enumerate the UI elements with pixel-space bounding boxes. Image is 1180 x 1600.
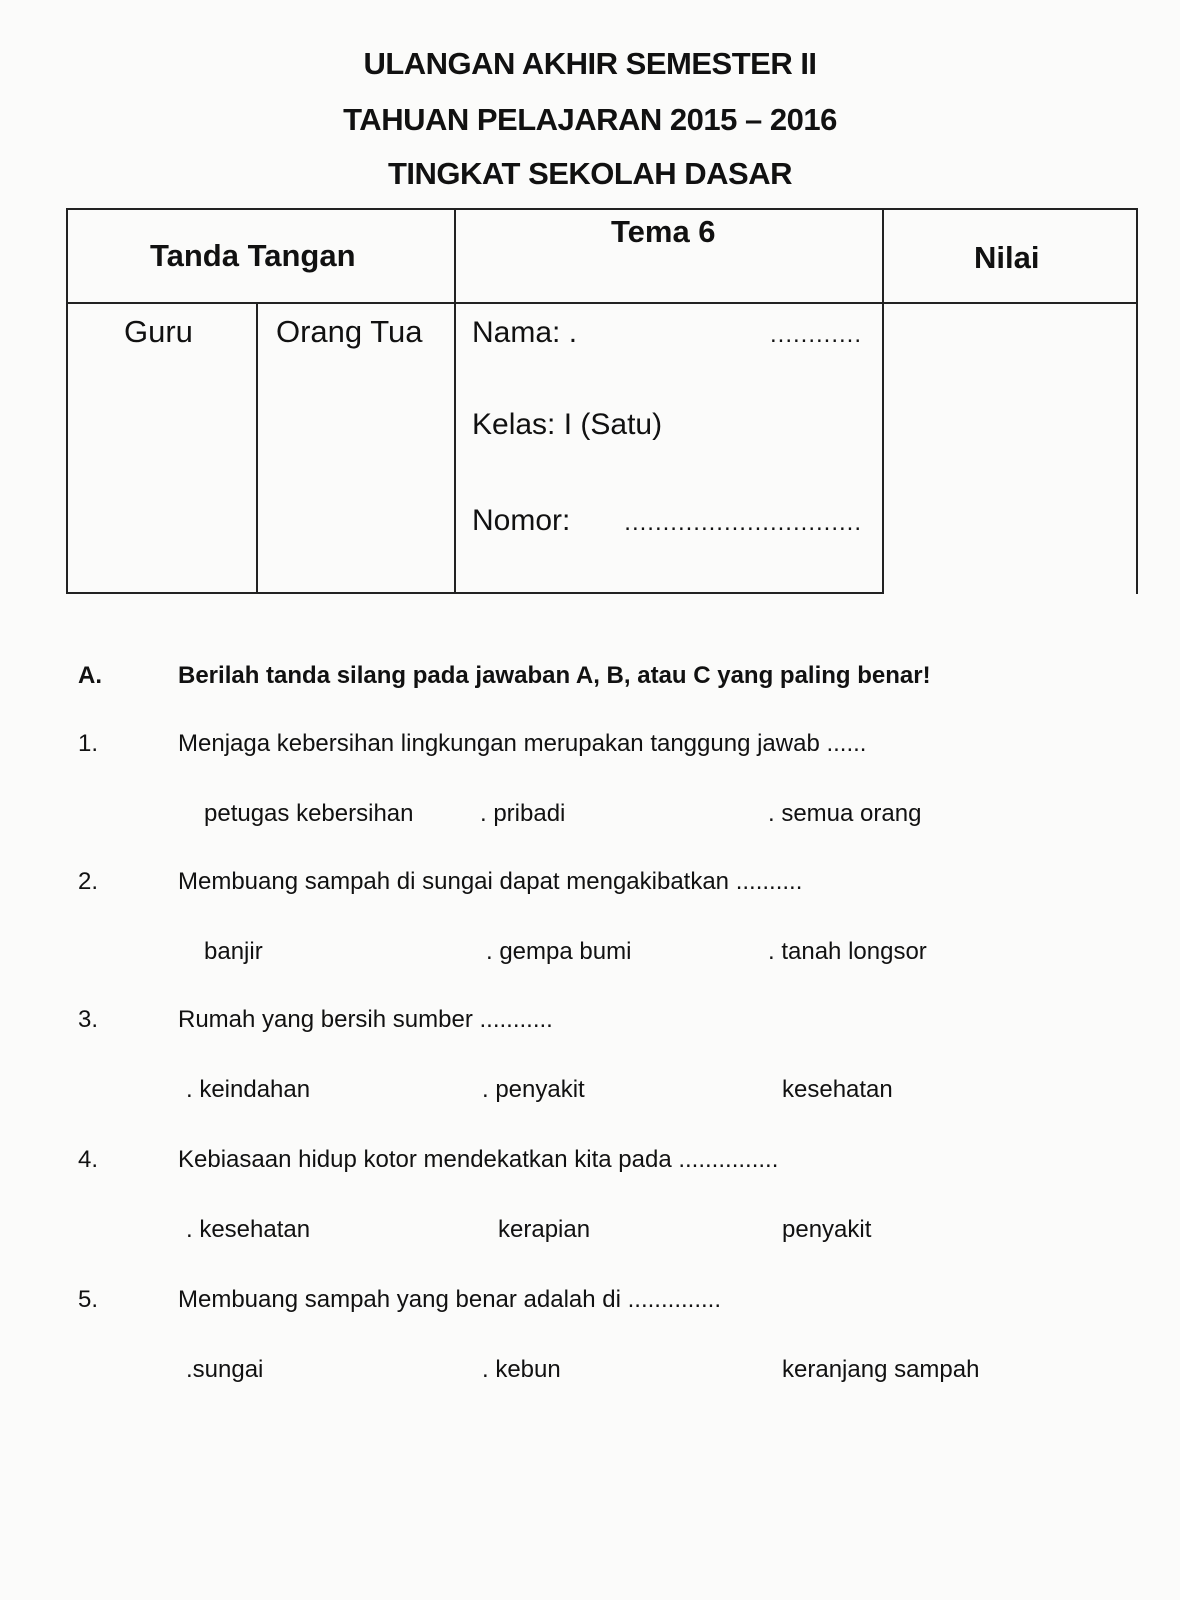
answer-options — [78, 938, 1138, 972]
theme-header: Tema 6 — [611, 214, 716, 249]
parent-label: Orang Tua — [276, 314, 423, 349]
option-b[interactable]: . gempa bumi — [486, 938, 632, 965]
answer-options — [78, 800, 1138, 834]
instruction-text: Berilah tanda silang pada jawaban A, B, atau C yang paling benar! — [178, 662, 931, 689]
question-number: 5. — [78, 1286, 99, 1313]
option-b[interactable]: . kebun — [482, 1356, 561, 1383]
question-text: Kebiasaan hidup kotor mendekatkan kita pada ............... — [178, 1146, 779, 1173]
theme-header-cell — [454, 208, 884, 304]
number-label: Nomor: — [472, 504, 571, 537]
parent-signature-cell[interactable] — [256, 302, 456, 594]
option-b[interactable]: . penyakit — [482, 1076, 585, 1103]
option-a[interactable]: banjir — [204, 938, 263, 965]
question-3 — [78, 1006, 1138, 1126]
student-details-cell — [454, 302, 884, 594]
question-text: Membuang sampah yang benar adalah di .............. — [178, 1286, 721, 1313]
option-b[interactable]: . pribadi — [480, 800, 566, 827]
academic-year: TAHUAN PELAJARAN 2015 – 2016 — [343, 102, 837, 137]
teacher-signature-cell[interactable] — [66, 302, 258, 594]
class-label: Kelas: I (Satu) — [472, 408, 663, 441]
question-2 — [78, 868, 1138, 988]
question-number: 4. — [78, 1146, 99, 1173]
number-blank[interactable]: ............................... — [624, 509, 862, 536]
question-text: Rumah yang bersih sumber ........... — [178, 1006, 553, 1033]
name-label: Nama: . — [472, 316, 578, 349]
question-number: 3. — [78, 1006, 99, 1033]
option-b[interactable]: kerapian — [498, 1216, 591, 1243]
name-blank[interactable]: ............ — [769, 321, 862, 348]
score-header: Nilai — [974, 240, 1040, 275]
option-c[interactable]: penyakit — [782, 1216, 872, 1243]
teacher-label: Guru — [124, 314, 193, 349]
exam-title: ULANGAN AKHIR SEMESTER II — [363, 46, 817, 81]
section-label: A. — [78, 662, 102, 689]
question-number: 1. — [78, 730, 99, 757]
question-text: Menjaga kebersihan lingkungan merupakan tanggung jawab ...... — [178, 730, 867, 757]
score-header-cell — [882, 208, 1138, 304]
question-4 — [78, 1146, 1138, 1266]
number-field[interactable] — [472, 504, 862, 538]
signature-header: Tanda Tangan — [150, 238, 356, 273]
class-field — [472, 408, 862, 442]
option-c[interactable]: . semua orang — [768, 800, 922, 827]
option-a[interactable]: .sungai — [186, 1356, 264, 1383]
question-1 — [78, 730, 1138, 850]
question-text: Membuang sampah di sungai dapat mengakibatkan .......... — [178, 868, 803, 895]
student-info-table — [66, 208, 1138, 594]
school-level: TINGKAT SEKOLAH DASAR — [388, 156, 792, 191]
answer-options — [78, 1356, 1138, 1390]
option-a[interactable]: . kesehatan — [186, 1216, 311, 1243]
option-a[interactable]: petugas kebersihan — [204, 800, 414, 827]
option-a[interactable]: . keindahan — [186, 1076, 311, 1103]
answer-options — [78, 1076, 1138, 1110]
signature-header-cell — [66, 208, 456, 304]
option-c[interactable]: keranjang sampah — [782, 1356, 980, 1383]
answer-options — [78, 1216, 1138, 1250]
option-c[interactable]: . tanah longsor — [768, 938, 927, 965]
option-c[interactable]: kesehatan — [782, 1076, 893, 1103]
score-value-cell[interactable] — [882, 302, 1138, 594]
name-field[interactable] — [472, 316, 862, 350]
question-5 — [78, 1286, 1138, 1406]
question-number: 2. — [78, 868, 99, 895]
